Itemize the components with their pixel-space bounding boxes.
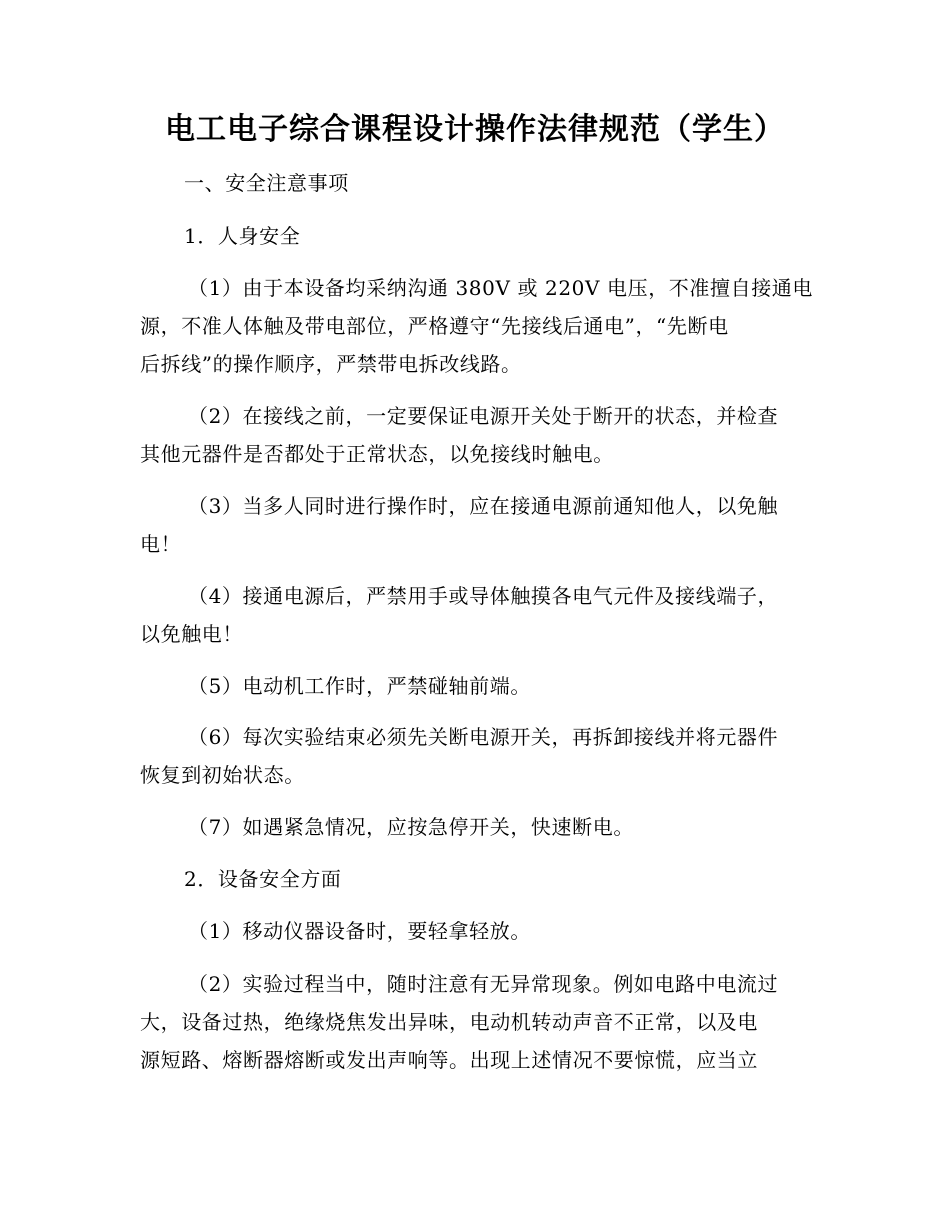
paragraph-line: 源短路、熔断器熔断或发出声响等。出现上述情况不要惊慌，应当立	[140, 1048, 758, 1072]
section-heading-safety: 一、安全注意事项	[184, 171, 349, 195]
paragraph-line: （4）接通电源后，严禁用手或导体触摸各电气元件及接线端子，	[188, 584, 779, 608]
paragraph-line: （7）如遇紧急情况，应按急停开关，快速断电。	[188, 815, 634, 839]
subsection-heading-equipment-safety: 2．设备安全方面	[184, 867, 342, 891]
paragraph-line: 大，设备过热，绝缘烧焦发出异味，电动机转动声音不正常，以及电	[140, 1010, 758, 1034]
paragraph-line: （2）实验过程当中，随时注意有无异常现象。例如电路中电流过	[188, 972, 779, 996]
paragraph-line: 后拆线”的操作顺序，严禁带电拆改线路。	[140, 352, 522, 376]
paragraph-line: 电！	[140, 532, 182, 556]
subsection-heading-personal-safety: 1．人身安全	[184, 224, 301, 248]
paragraph-line: 源，不准人体触及带电部位，严格遵守“先接线后通电”，“先断电	[140, 314, 729, 338]
paragraph-line: （1）移动仪器设备时，要轻拿轻放。	[188, 919, 531, 943]
paragraph-line: （5）电动机工作时，严禁碰轴前端。	[188, 674, 531, 698]
paragraph-line: 其他元器件是否都处于正常状态，以免接线时触电。	[140, 442, 614, 466]
paragraph-line: （1）由于本设备均采纳沟通 380V 或 220V 电压，不准擅自接通电	[188, 276, 813, 300]
paragraph-line: （3）当多人同时进行操作时，应在接通电源前通知他人，以免触	[188, 494, 779, 518]
paragraph-line: （6）每次实验结束必须先关断电源开关，再拆卸接线并将元器件	[188, 725, 779, 749]
paragraph-line: 以免触电！	[140, 622, 243, 646]
paragraph-line: 恢复到初始状态。	[140, 763, 305, 787]
paragraph-line: （2）在接线之前，一定要保证电源开关处于断开的状态，并检查	[188, 404, 779, 428]
document-title: 电工电子综合课程设计操作法律规范（学生）	[165, 112, 785, 147]
